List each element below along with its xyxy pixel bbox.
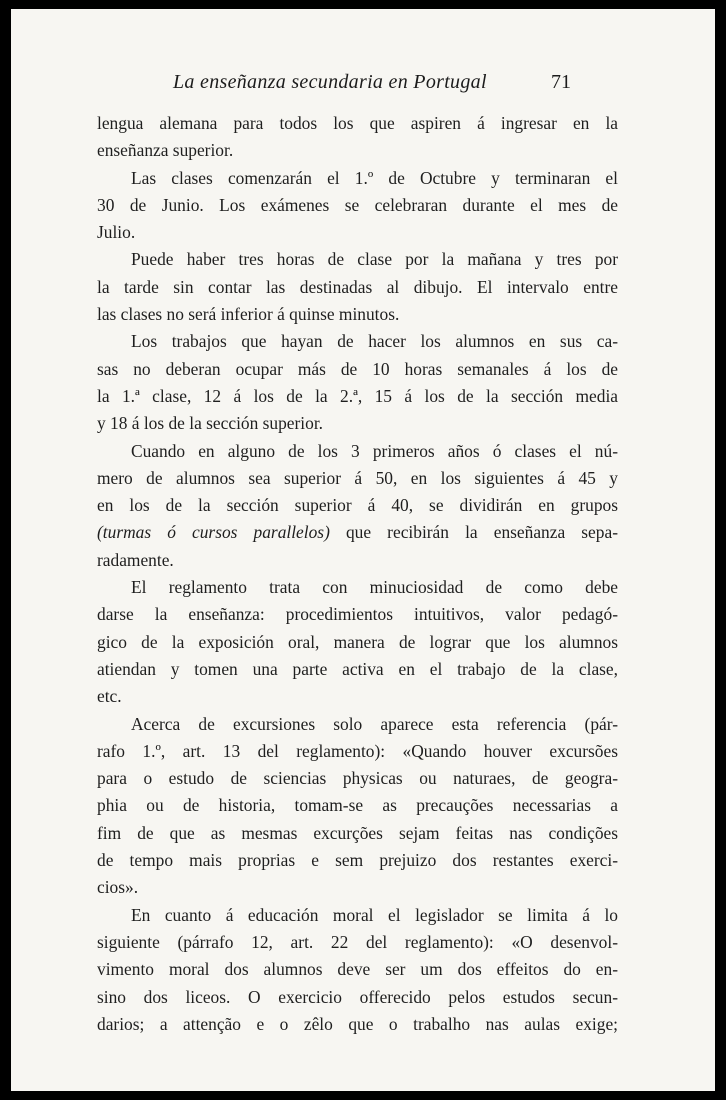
- text-line: En cuanto á educación moral el legislador se limita á lo: [131, 904, 618, 925]
- text-line: la 1.ª clase, 12 á los de la 2.ª, 15 á los de la sección media: [97, 385, 618, 406]
- text-line-with-italic: [97, 519, 618, 546]
- text-line: Cuando en alguno de los 3 primeros años ó clases el nú-: [131, 440, 618, 461]
- text-line: rafo 1.º, art. 13 del reglamento): «Quando houver excursões: [97, 740, 618, 761]
- text-line: vimento moral dos alumnos deve ser um dos effeitos do en-: [97, 959, 618, 980]
- text-line: El reglamento trata con minuciosidad de como debe: [131, 577, 618, 598]
- text-line: y 18 á los de la sección superior.: [97, 413, 324, 434]
- running-title: La enseñanza secundaria en Portugal: [173, 71, 487, 93]
- text-line: sas no deberan ocupar más de 10 horas semanales á los de: [97, 358, 618, 379]
- book-page: [11, 9, 715, 1091]
- text-line: fim de que as mesmas excurções sejam feitas nas condições: [97, 822, 618, 843]
- text-line: lengua alemana para todos los que aspiren á ingresar en la: [97, 113, 618, 133]
- text-line: sino dos liceos. O exercicio offerecido pelos estudos secun-: [97, 986, 618, 1007]
- text-line: radamente.: [97, 549, 174, 570]
- text-line: phia ou de historia, tomam-se as precauções necessarias a: [97, 795, 618, 816]
- text-line: de tempo mais proprias e sem prejuizo dos restantes exerci-: [97, 850, 618, 871]
- text-line: darios; a attenção e o zêlo que o trabalho nas aulas exige;: [97, 1013, 618, 1034]
- text-line: las clases no será inferior á quinse minutos.: [97, 304, 400, 325]
- text-line: mero de alumnos sea superior á 50, en los siguientes á 45 y: [97, 467, 618, 488]
- text-line: cios».: [97, 877, 139, 898]
- text-line: Las clases comenzarán el 1.º de Octubre y terminaran el: [131, 167, 618, 188]
- text-line: Los trabajos que hayan de hacer los alumnos en sus ca-: [131, 331, 618, 352]
- text-line: siguiente (párrafo 12, art. 22 del reglamento): «O desenvol-: [97, 931, 618, 952]
- text-line: para o estudo de sciencias physicas ou naturaes, de geogra-: [97, 768, 618, 789]
- page-number: 71: [551, 71, 571, 93]
- body-text: [97, 110, 618, 1038]
- running-header: [11, 69, 715, 103]
- text-line: en los de la sección superior á 40, se dividirán en grupos: [97, 495, 618, 516]
- text-line: atiendan y tomen una parte activa en el trabajo de la clase,: [97, 658, 618, 679]
- text-line: darse la enseñanza: procedimientos intuitivos, valor pedagó-: [97, 604, 618, 625]
- text-line: gico de la exposición oral, manera de lograr que los alumnos: [97, 631, 618, 652]
- text-line: enseñanza superior.: [97, 140, 234, 161]
- italic-term: (turmas ó cursos parallelos): [97, 522, 330, 543]
- text-line: Julio.: [97, 222, 136, 243]
- text-fragment: que recibirán la enseñanza sepa-: [345, 522, 618, 543]
- text-line: 30 de Junio. Los exámenes se celebraran durante el mes de: [97, 194, 618, 215]
- text-line: Acerca de excursiones solo aparece esta referencia (pár-: [131, 713, 618, 734]
- text-line: etc.: [97, 686, 122, 707]
- text-line: la tarde sin contar las destinadas al dibujo. El intervalo entre: [97, 276, 618, 297]
- text-line: Puede haber tres horas de clase por la mañana y tres por: [131, 249, 618, 270]
